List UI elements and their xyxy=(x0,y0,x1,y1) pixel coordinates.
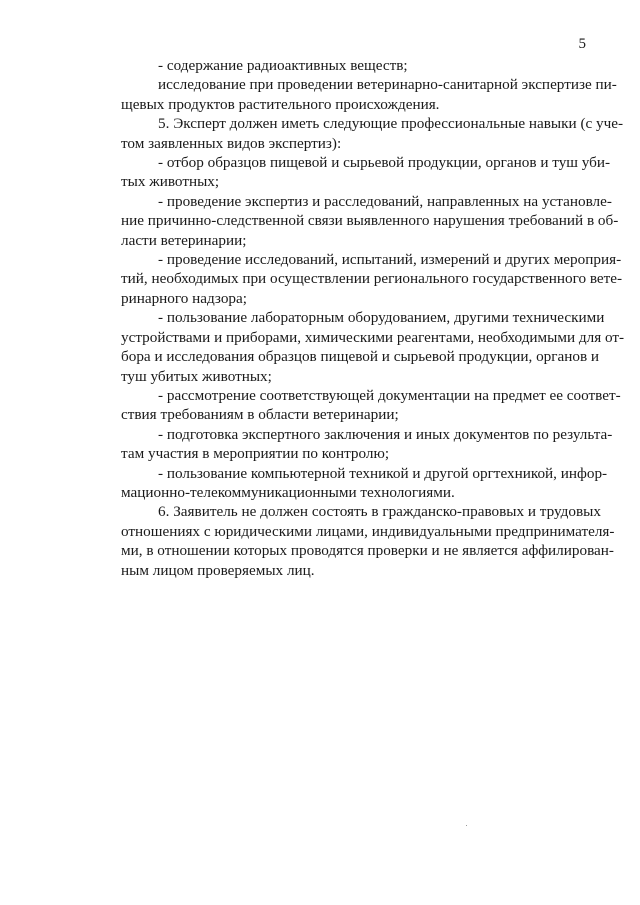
paragraph-radioactive-substances xyxy=(84,56,590,75)
paragraph-investigations xyxy=(84,192,619,250)
text-line: мационно-телекоммуникационными технологиями. xyxy=(121,483,455,501)
paragraph-documentation-review xyxy=(84,386,621,425)
page-number: 5 xyxy=(578,36,586,52)
text-line: - пользование лабораторным оборудованием, другими техническими xyxy=(158,309,605,327)
text-line: - проведение исследований, испытаний, измерений и других мероприя- xyxy=(158,251,622,269)
text-line: - содержание радиоактивных веществ; xyxy=(158,57,408,74)
text-line: - пользование компьютерной техникой и другой оргтехникой, инфор- xyxy=(158,464,608,482)
paragraph-sanitary-examination xyxy=(84,75,617,114)
text-line: - рассмотрение соответствующей документации на предмет ее соответ- xyxy=(158,386,621,404)
text-line: том заявленных видов экспертиз): xyxy=(121,134,342,152)
text-line: тых животных; xyxy=(121,173,220,191)
text-line: ринарного надзора; xyxy=(121,289,247,307)
text-line: устройствами и приборами, химическими реагентами, необходимыми для от- xyxy=(121,328,625,346)
text-line: - проведение экспертиз и расследований, направленных на установле- xyxy=(158,192,612,210)
text-line: - подготовка экспертного заключения и иных документов по результа- xyxy=(158,425,613,443)
text-line: ствия требованиям в области ветеринарии; xyxy=(121,406,399,424)
text-line: ние причинно-следственной связи выявленного нарушения требований в об- xyxy=(121,212,619,230)
paragraph-sampling xyxy=(84,153,611,192)
paragraph-laboratory-equipment xyxy=(84,308,625,386)
text-line: бора и исследования образцов пищевой и сырьевой продукции, органов и xyxy=(121,348,600,366)
text-line: ным лицом проверяемых лиц. xyxy=(121,561,315,579)
text-line: 5. Эксперт должен иметь следующие профессиональные навыки (с уче- xyxy=(158,115,624,133)
text-line: отношениях с юридическими лицами, индивидуальными предпринимателя- xyxy=(121,522,615,540)
text-line: туш убитых животных; xyxy=(121,367,272,385)
text-line: тий, необходимых при осуществлении регионального государственного вете- xyxy=(121,270,623,288)
text-line: исследование при проведении ветеринарно-санитарной экспертизе пи- xyxy=(158,76,617,94)
paragraph-expert-conclusion xyxy=(84,425,613,464)
text-line: ми, в отношении которых проводятся проверки и не является аффилирован- xyxy=(121,542,614,560)
text-line: щевых продуктов растительного происхождения. xyxy=(121,95,440,113)
document-body xyxy=(84,56,625,580)
text-line: 6. Заявитель не должен состоять в гражданско-правовых и трудовых xyxy=(158,503,601,521)
paragraph-computer-usage xyxy=(84,464,608,503)
paragraph-item-6-applicant xyxy=(84,502,615,580)
paragraph-research-measurements xyxy=(84,250,623,308)
text-line: там участия в мероприятии по контролю; xyxy=(121,445,390,463)
text-line: - отбор образцов пищевой и сырьевой продукции, органов и туш уби- xyxy=(158,154,611,172)
text-line: ласти ветеринарии; xyxy=(121,231,247,249)
paragraph-item-5-skills xyxy=(84,114,624,153)
scan-speck xyxy=(466,825,467,826)
